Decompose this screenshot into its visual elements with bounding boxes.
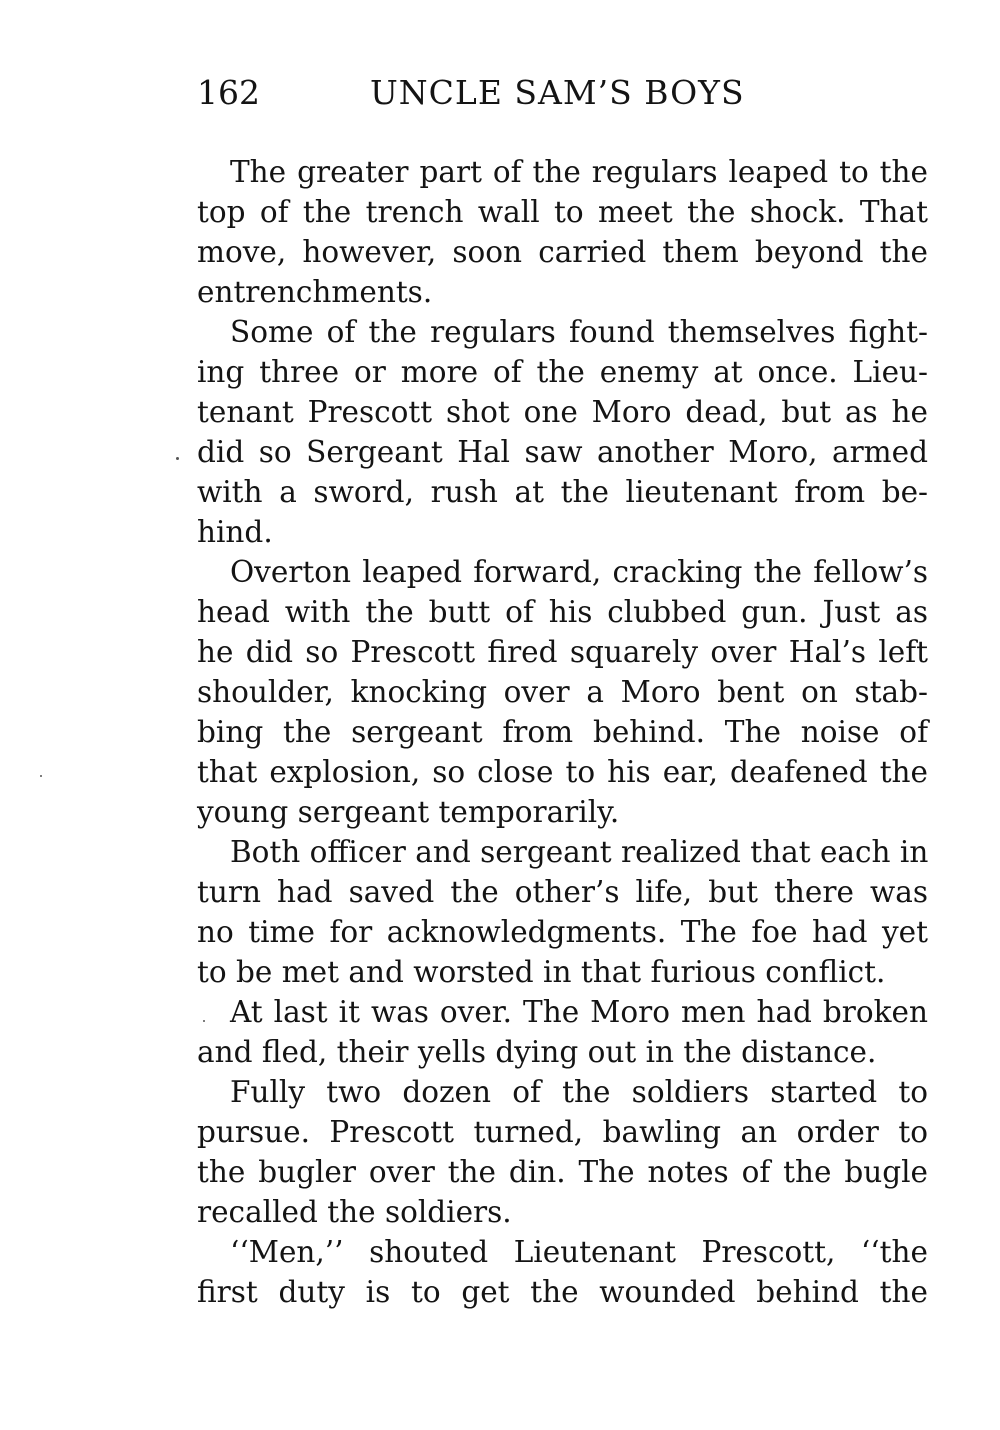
running-header [197,68,757,118]
text-line: the bugler over the din. The notes of the bugle [197,1155,928,1189]
text-line: with a sword, rush at the lieutenant from be- [197,475,928,509]
running-title: UNCLE SAM’S BOYS [370,73,745,112]
text-line: head with the butt of his clubbed gun. Just as [197,595,928,629]
text-line: hind. [197,515,273,549]
text-line: shoulder, knocking over a Moro bent on stab- [197,675,928,709]
page-number: 162 [197,73,260,112]
text-line: turn had saved the other’s life, but there was [197,875,928,909]
text-line: Fully two dozen of the soldiers started to [230,1075,928,1109]
text-line: he did so Prescott fired squarely over Hal’s left [197,635,928,669]
text-line: young sergeant temporarily. [197,795,620,829]
text-line: pursue. Prescott turned, bawling an order to [197,1115,928,1149]
text-line: first duty is to get the wounded behind the [197,1275,928,1309]
text-line: entrenchments. [197,275,433,309]
text-line: ing three or more of the enemy at once. Lieu- [197,355,928,389]
scan-speck [176,457,179,460]
text-line: bing the sergeant from behind. The noise of [197,715,928,749]
text-line: tenant Prescott shot one Moro dead, but as he [197,395,928,429]
text-line: Some of the regulars found themselves fight- [230,315,928,349]
text-line: no time for acknowledgments. The foe had yet [197,915,928,949]
text-line: At last it was over. The Moro men had broken [230,995,928,1029]
scan-speck [203,1020,205,1022]
text-line: to be met and worsted in that furious conflict. [197,955,886,989]
text-line: did so Sergeant Hal saw another Moro, armed [197,435,928,469]
scan-speck [40,775,42,777]
text-line: Both officer and sergeant realized that each in [230,835,929,869]
text-line: top of the trench wall to meet the shock. That [197,195,928,229]
text-line: that explosion, so close to his ear, deafened the [197,755,928,789]
text-line: and fled, their yells dying out in the distance. [197,1035,877,1069]
text-line: recalled the soldiers. [197,1195,512,1229]
text-line: move, however, soon carried them beyond the [197,235,928,269]
body-text [197,152,928,1312]
text-line: Overton leaped forward, cracking the fellow’s [230,555,928,589]
text-line: ‘‘Men,’’ shouted Lieutenant Prescott, ‘‘the [230,1235,928,1269]
text-line: The greater part of the regulars leaped to the [230,155,928,189]
